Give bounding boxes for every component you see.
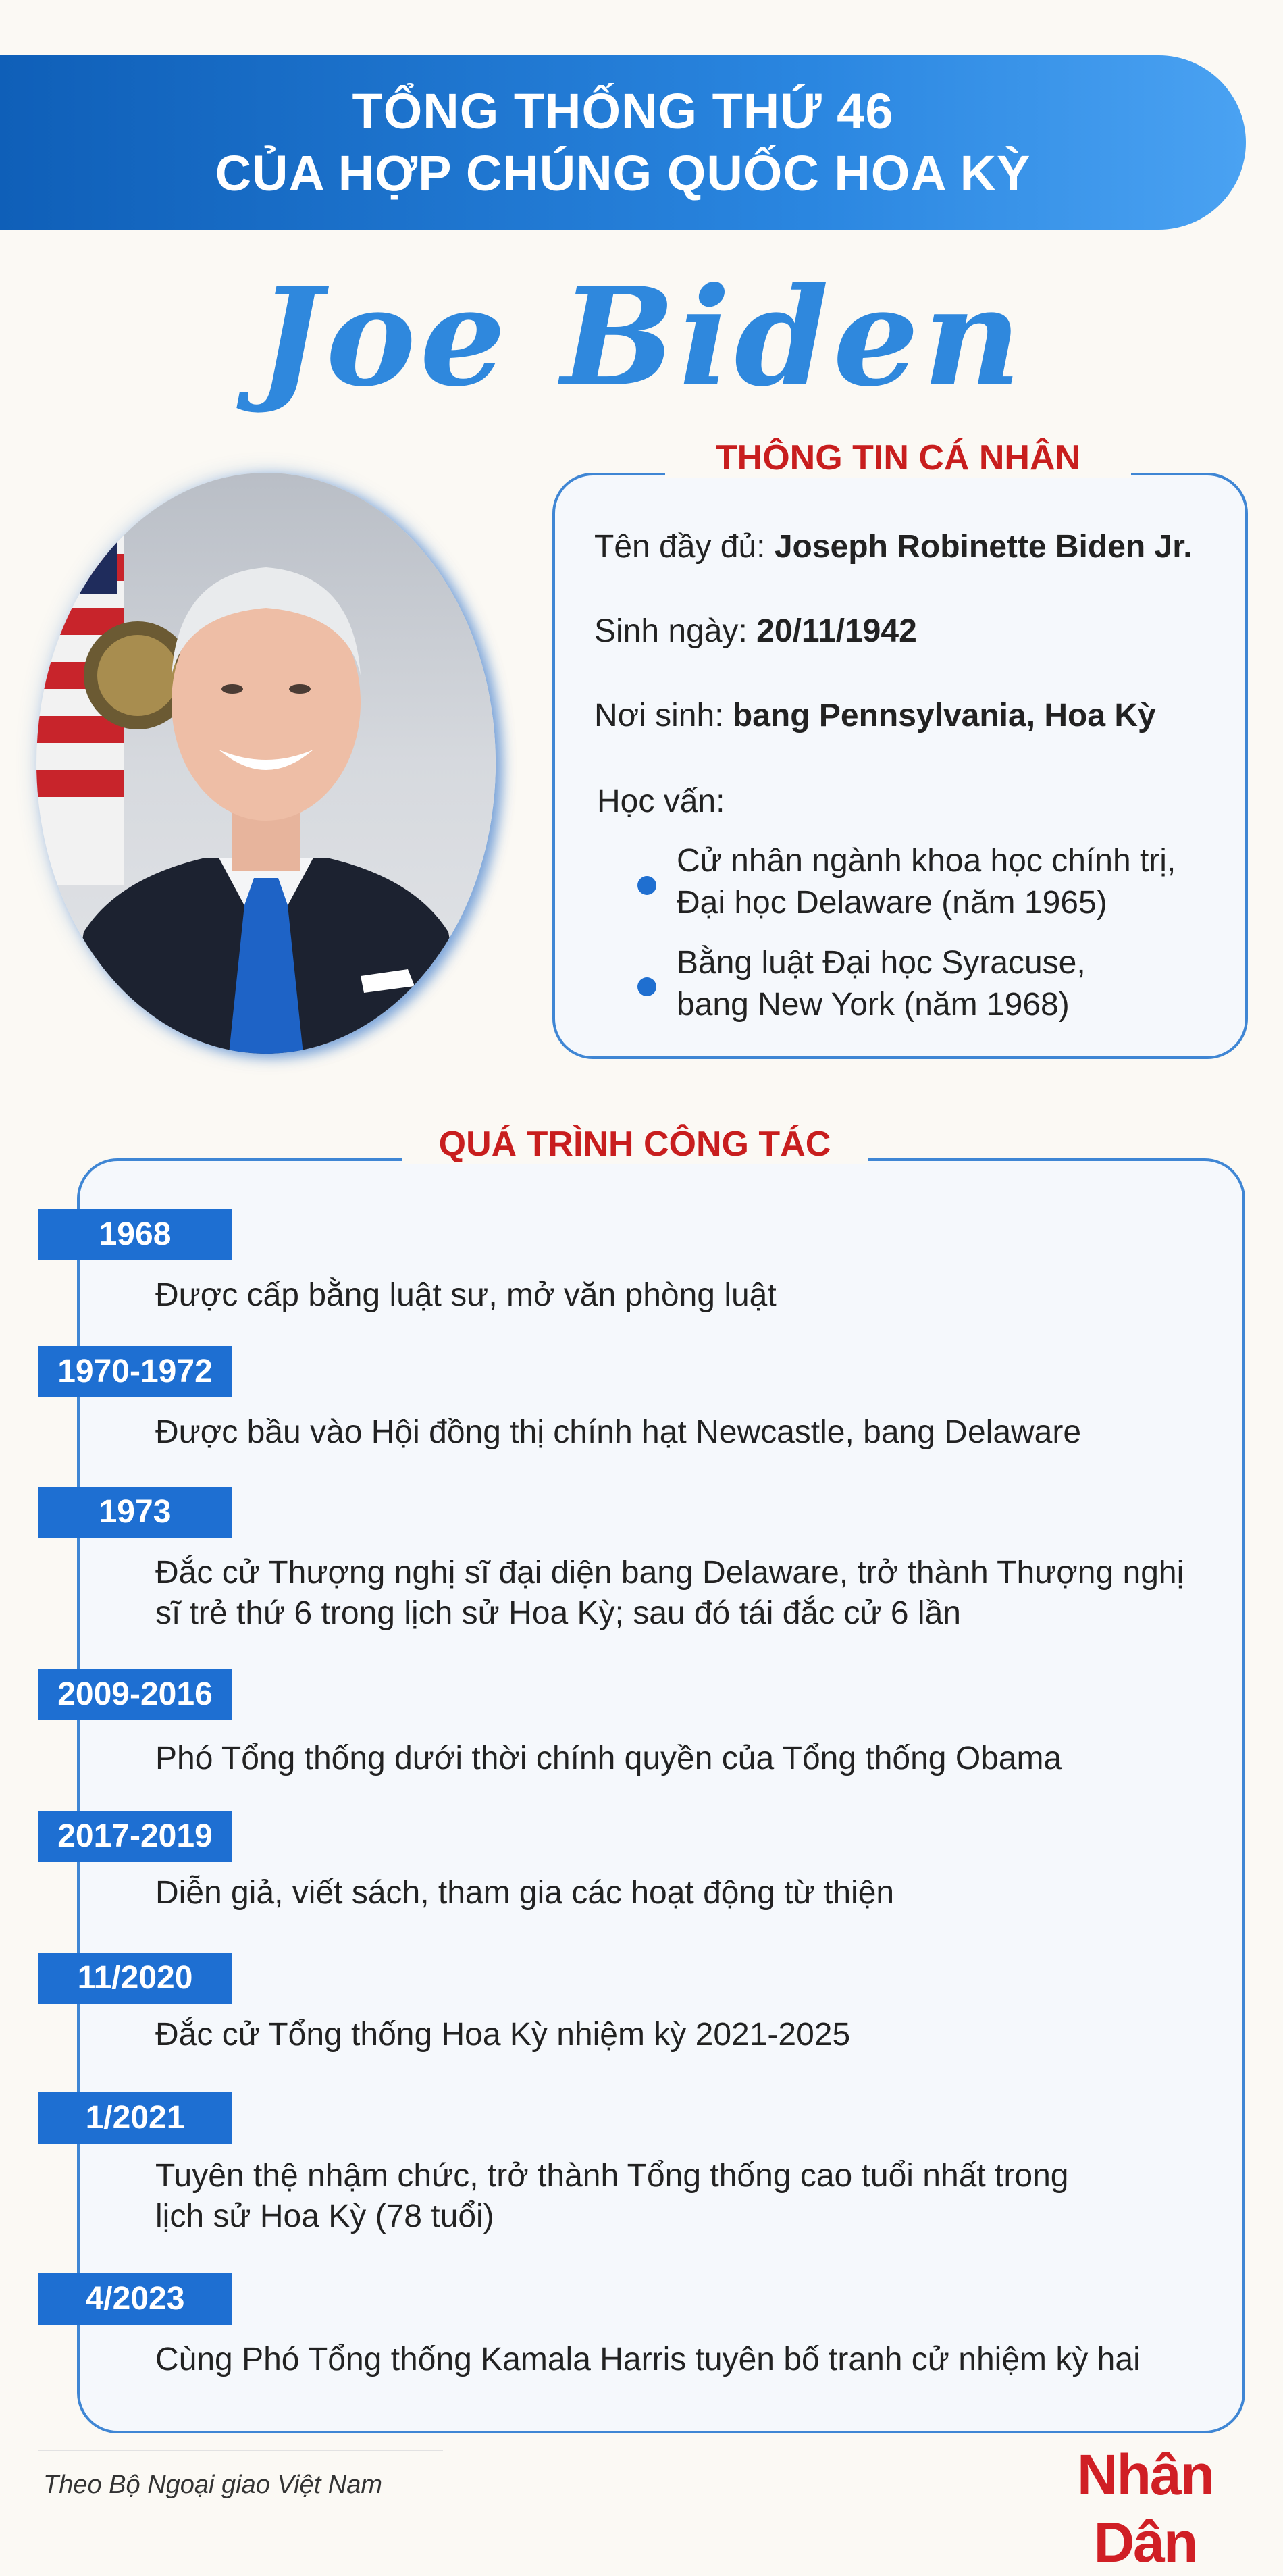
nhan-dan-logo: Nhân Dân	[1077, 2443, 1213, 2574]
fullname-row	[594, 527, 1193, 567]
career-item-desc	[155, 1738, 1215, 1779]
portrait-photo	[36, 473, 496, 1054]
education-item-1-line2: Đại học Delaware (năm 1965)	[677, 885, 1107, 921]
career-item-desc	[155, 1275, 1215, 1316]
career-desc-line: Tuyên thệ nhậm chức, trở thành Tổng thống cao tuổi nhất trong	[155, 2158, 1069, 2194]
career-desc-line: Diễn giả, viết sách, tham gia các hoạt động từ thiện	[155, 1875, 895, 1911]
education-label: Học vấn:	[597, 783, 725, 819]
career-item-desc	[155, 1553, 1215, 1634]
portrait-illustration	[36, 473, 496, 1054]
year-badge: 1973	[38, 1487, 232, 1538]
birth-label: Sinh ngày:	[594, 613, 757, 649]
year-badge: 1968	[38, 1209, 232, 1260]
birth-row	[594, 611, 917, 652]
person-name: Joe Biden	[257, 258, 1026, 417]
year-badge: 1/2021	[38, 2092, 232, 2144]
birthplace-row	[594, 696, 1156, 736]
career-desc-line: Được cấp bằng luật sư, mở văn phòng luật	[155, 1277, 777, 1313]
career-desc-line: Đắc cử Thượng nghị sĩ đại diện bang Delaware, trở thành Thượng nghị	[155, 1555, 1184, 1591]
career-item-desc	[155, 2015, 1215, 2055]
career-item-desc	[155, 1412, 1215, 1453]
fullname-label: Tên đầy đủ:	[594, 529, 775, 565]
birth-value: 20/11/1942	[756, 613, 917, 649]
title-line-2: CỦA HỢP CHÚNG QUỐC HOA KỲ	[215, 145, 1031, 201]
career-box	[77, 1158, 1245, 2433]
education-item-2-line1: Bằng luật Đại học Syracuse,	[677, 945, 1086, 981]
career-desc-line: Phó Tổng thống dưới thời chính quyền của Tổng thống Obama	[155, 1741, 1062, 1776]
career-desc-line: Được bầu vào Hội đồng thị chính hạt Newcastle, bang Delaware	[155, 1414, 1082, 1450]
career-item-desc	[155, 2156, 1215, 2237]
year-badge: 2009-2016	[38, 1669, 232, 1720]
source-divider	[38, 2450, 443, 2451]
career-desc-line: lịch sử Hoa Kỳ (78 tuổi)	[155, 2198, 494, 2234]
bullet-icon	[637, 876, 656, 895]
personal-info-title: THÔNG TIN CÁ NHÂN	[665, 438, 1131, 478]
year-badge: 4/2023	[38, 2273, 232, 2325]
career-desc-line: Cùng Phó Tổng thống Kamala Harris tuyên bố tranh cử nhiệm kỳ hai	[155, 2342, 1141, 2377]
bullet-icon	[637, 977, 656, 996]
title-line-1: TỔNG THỐNG THỨ 46	[352, 83, 894, 139]
source-text: Theo Bộ Ngoại giao Việt Nam	[43, 2471, 383, 2499]
fullname-value: Joseph Robinette Biden Jr.	[774, 529, 1193, 565]
education-item-1	[677, 840, 1176, 924]
year-badge: 1970-1972	[38, 1346, 232, 1397]
career-desc-line: Đắc cử Tổng thống Hoa Kỳ nhiệm kỳ 2021-2025	[155, 2017, 851, 2053]
education-item-2	[677, 942, 1086, 1026]
title-banner	[0, 55, 1246, 230]
career-desc-line: sĩ trẻ thứ 6 trong lịch sử Hoa Kỳ; sau đó tái đắc cử 6 lần	[155, 1595, 961, 1631]
career-item-desc	[155, 2340, 1215, 2380]
career-item-desc	[155, 1873, 1215, 1913]
birthplace-value: bang Pennsylvania, Hoa Kỳ	[732, 698, 1156, 733]
year-badge: 11/2020	[38, 1953, 232, 2004]
year-badge: 2017-2019	[38, 1811, 232, 1862]
career-title: QUÁ TRÌNH CÔNG TÁC	[402, 1124, 868, 1164]
birthplace-label: Nơi sinh:	[594, 698, 733, 733]
education-item-2-line2: bang New York (năm 1968)	[677, 987, 1070, 1023]
education-item-1-line1: Cử nhân ngành khoa học chính trị,	[677, 843, 1176, 879]
